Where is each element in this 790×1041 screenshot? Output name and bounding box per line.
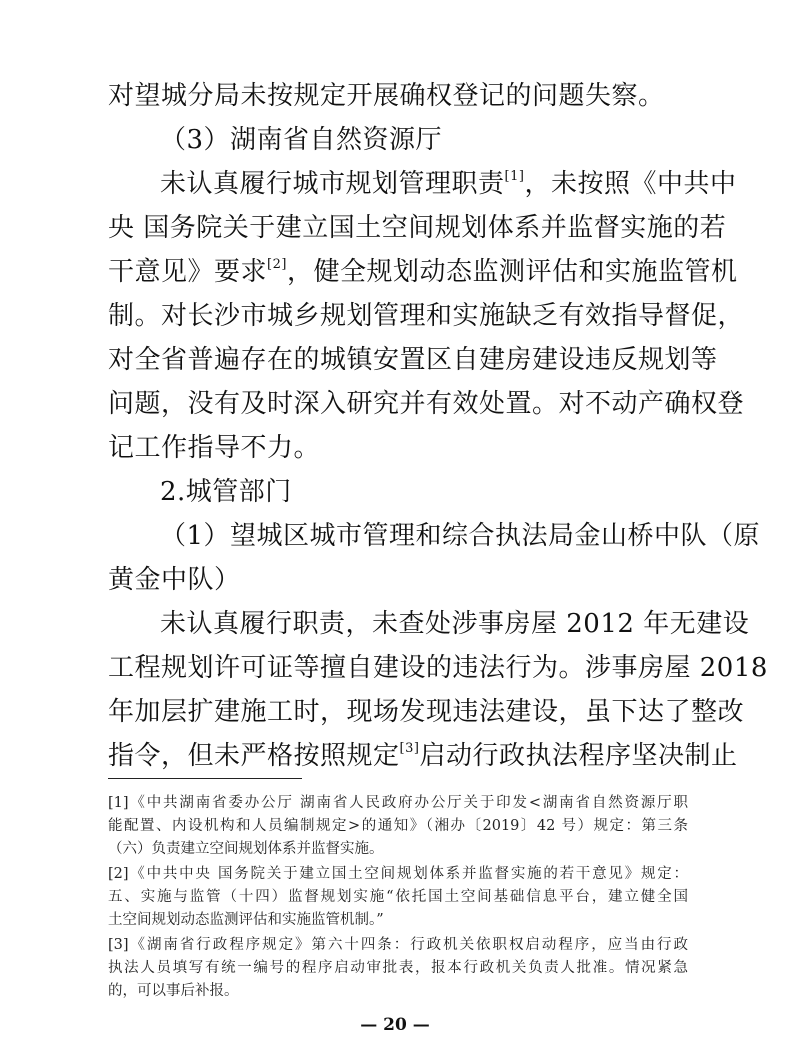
body-line: 指令，但未严格按照规定[3]启动行政执法程序坚决制止	[108, 741, 738, 771]
body-line: 年加层扩建施工时，现场发现违法建设，虽下达了整改	[108, 697, 745, 727]
section-heading: 2.城管部门	[160, 477, 292, 507]
footnote-ref[interactable]: [2]	[267, 257, 287, 272]
footnote-line: 五、实施与监管（十四）监督规划实施“依托国土空间基础信息平台，建立健全国	[108, 889, 688, 905]
footnote-ref[interactable]: [3]	[399, 741, 420, 756]
footnote-line: [3]《湖南省行政程序规定》第六十四条：行政机关依职权启动程序，应当由行政	[108, 937, 688, 953]
body-line: 未认真履行城市规划管理职责[1]，未按照《中共中	[160, 169, 737, 199]
footnote-line: 能配置、内设机构和人员编制规定>的通知》（湘办〔2019〕42 号）规定：第三条	[108, 818, 688, 834]
footnote-line: [1]《中共湖南省委办公厅 湖南省人民政府办公厅关于印发<湖南省自然资源厅职	[108, 795, 688, 811]
footnote-line: （六）负责建立空间规划体系并监督实施。	[108, 841, 384, 857]
body-line: 干意见》要求[2]，健全规划动态监测评估和实施监管机	[108, 257, 738, 287]
body-line: 工程规划许可证等擅自建设的违法行为。涉事房屋 2018	[108, 653, 768, 683]
section-heading: （1）望城区城市管理和综合执法局金山桥中队（原	[160, 521, 761, 551]
footnote-separator	[108, 778, 302, 779]
footnote-ref[interactable]: [1]	[504, 169, 525, 184]
section-heading: （3）湖南省自然资源厅	[160, 125, 443, 155]
body-line: 对望城分局未按规定开展确权登记的问题失察。	[108, 81, 665, 111]
body-line: 对全省普遍存在的城镇安置区自建房建设违反规划等	[108, 345, 718, 375]
footnote-line: 执法人员填写有统一编号的程序启动审批表，报本行政机关负责人批准。情况紧急	[108, 960, 688, 976]
page-number: — 20 —	[360, 1015, 430, 1035]
body-line: 记工作指导不力。	[108, 433, 321, 463]
body-line: 问题，没有及时深入研究并有效处置。对不动产确权登	[108, 389, 745, 419]
body-line: 未认真履行职责，未查处涉事房屋 2012 年无建设	[160, 609, 750, 639]
body-line: 制。对长沙市城乡规划管理和实施缺乏有效指导督促，	[108, 301, 745, 331]
footnote-line: [2]《中共中央 国务院关于建立国土空间规划体系并监督实施的若干意见》规定：	[108, 866, 688, 882]
body-line: 央 国务院关于建立国土空间规划体系并监督实施的若	[108, 213, 727, 243]
section-heading: 黄金中队）	[108, 565, 241, 595]
footnote-line: 土空间规划动态监测评估和实施监管机制。”	[108, 912, 384, 928]
footnote-line: 的，可以事后补报。	[108, 983, 239, 999]
